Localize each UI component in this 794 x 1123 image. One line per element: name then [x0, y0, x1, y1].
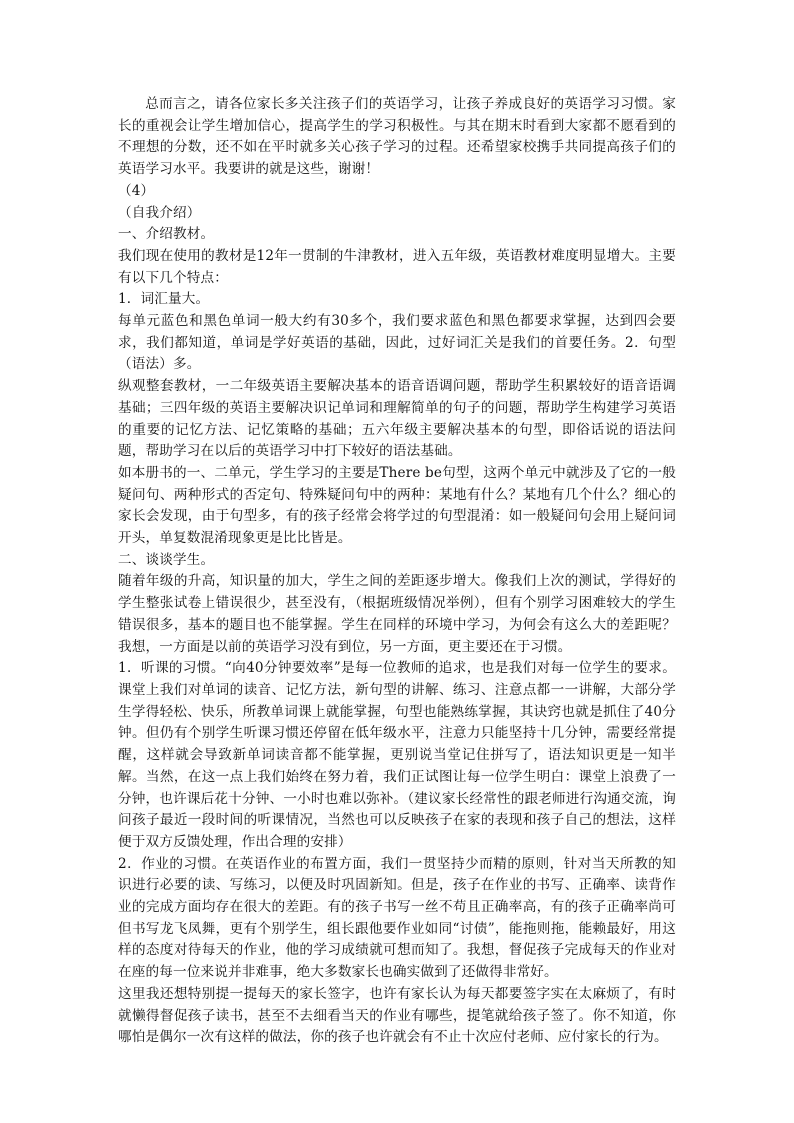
vocabulary-paragraph: 每单元蓝色和黑色单词一般大约有30多个，我们要求蓝色和黑色都要求掌握，达到四会要求，我们都知道，单词是学好英语的基础，因此，过好词汇关是我们的首要任务。2．句型（语法）多。: [118, 313, 676, 373]
textbook-intro-paragraph: 我们现在使用的教材是12年一贯制的牛津教材，进入五年级，英语教材难度明显增大。主要有以下几个特点：: [118, 247, 676, 286]
homework-habit-paragraph: 2．作业的习惯。在英语作业的布置方面，我们一贯坚持少而精的原则，针对当天所教的知识进行必要的读、写练习，以便及时巩固新知。但是，孩子在作业的书写、正确率、读背作业的完成方面均存在很大的差距。有的孩子书写一丝不苟且正确率高，有的孩子正确率尚可但书写龙飞凤舞，更有个别学生，组长跟他要作业如同“讨债”，能拖则拖，能赖最好，用这样的态度对待每天的作业，他的学习成绩就可想而知了。我想，督促孩子完成每天的作业对在座的每一位来说并非难事，绝大多数家长也确实做到了还做得非常好。: [118, 855, 676, 981]
heading-students: 二、谈谈学生。: [118, 551, 215, 568]
heading-textbook: 一、介绍教材。: [118, 226, 215, 243]
curriculum-paragraph: 纵观整套教材，一二年级英语主要解决基本的语音语调问题，帮助学生积累较好的语音语调基础；三四年级的英语主要解决识记单词和理解简单的句子的问题，帮助学生构建学习英语的重要的记忆方法、记忆策略的基础；五六年级主要解决基本的句型，即俗话说的语法问题，帮助学习在以后的英语学习中打下较好的语法基础。: [118, 378, 676, 460]
parent-signature-paragraph: 这里我还想特别提一提每天的家长签字，也许有家长认为每天都要签字实在太麻烦了，有时就懒得督促孩子读书，甚至不去细看当天的作业有哪些，提笔就给孩子签了。你不知道，你哪怕是偶尔一次有这样的做法，你的孩子也许就会有不止十次应付老师、应付家长的行为。: [118, 985, 676, 1046]
students-gap-paragraph: 随着年级的升高，知识量的加大，学生之间的差距逐步增大。像我们上次的测试，学得好的学生整张试卷上错误很少，甚至没有，（根据班级情况举例），但有个别学习困难较大的学生错误很多，基本的题目也不能掌握。学生在同样的环境中学习，为何会有这么大的差距呢？我想，一方面是以前的英语学习没有到位，另一方面，更主要还在于习惯。: [118, 573, 676, 655]
document-page: [118, 94, 676, 1049]
there-be-paragraph: 如本册书的一、二单元，学生学习的主要是There be句型，这两个单元中就涉及了它的一般疑问句、两种形式的否定句、特殊疑问句中的两种：某地有什么？某地有几个什么？细心的家长会发现，由于句型多，有的孩子经常会将学过的句型混淆：如一般疑问句会用上疑问词开头，单复数混淆现象更是比比皆是。: [118, 464, 676, 547]
closing-paragraph: 总而言之，请各位家长多关注孩子们的英语学习，让孩子养成良好的英语学习习惯。家长的重视会让学生增加信心，提高学生的学习积极性。与其在期末时看到大家都不愿看到的不理想的分数，还不如在平时就多关心孩子学习的过程。还希望家校携手共同提高孩子们的英语学习水平。我要讲的就是这些，谢谢！: [118, 96, 676, 178]
self-introduction-note: （自我介绍）: [118, 204, 201, 221]
heading-vocabulary: 1．词汇量大。: [118, 291, 210, 308]
section-number: （4）: [118, 182, 155, 199]
listening-habit-paragraph: 1．听课的习惯。“向40分钟要效率”是每一位教师的追求，也是我们对每一位学生的要求。课堂上我们对单词的读音、记忆方法，新句型的讲解、练习、注意点都一一讲解，大部分学生学得轻松、快乐，所教单词课上就能掌握，句型也能熟练掌握，其诀窍也就是抓住了40分钟。但仍有个别学生听课习惯还停留在低年级水平，注意力只能坚持十几分钟，需要经常提醒，这样就会导致新单词读音都不能掌握，更别说当堂记住拼写了，语法知识更是一知半解。当然，在这一点上我们始终在努力着，我们正试图让每一位学生明白：课堂上浪费了一分钟，也许课后花十分钟、一小时也难以弥补。（建议家长经常性的跟老师进行沟通交流，询问孩子最近一段时间的听课情况，当然也可以反映孩子在家的表现和孩子自己的想法，这样便于双方反馈处理，作出合理的安排）: [118, 660, 676, 850]
